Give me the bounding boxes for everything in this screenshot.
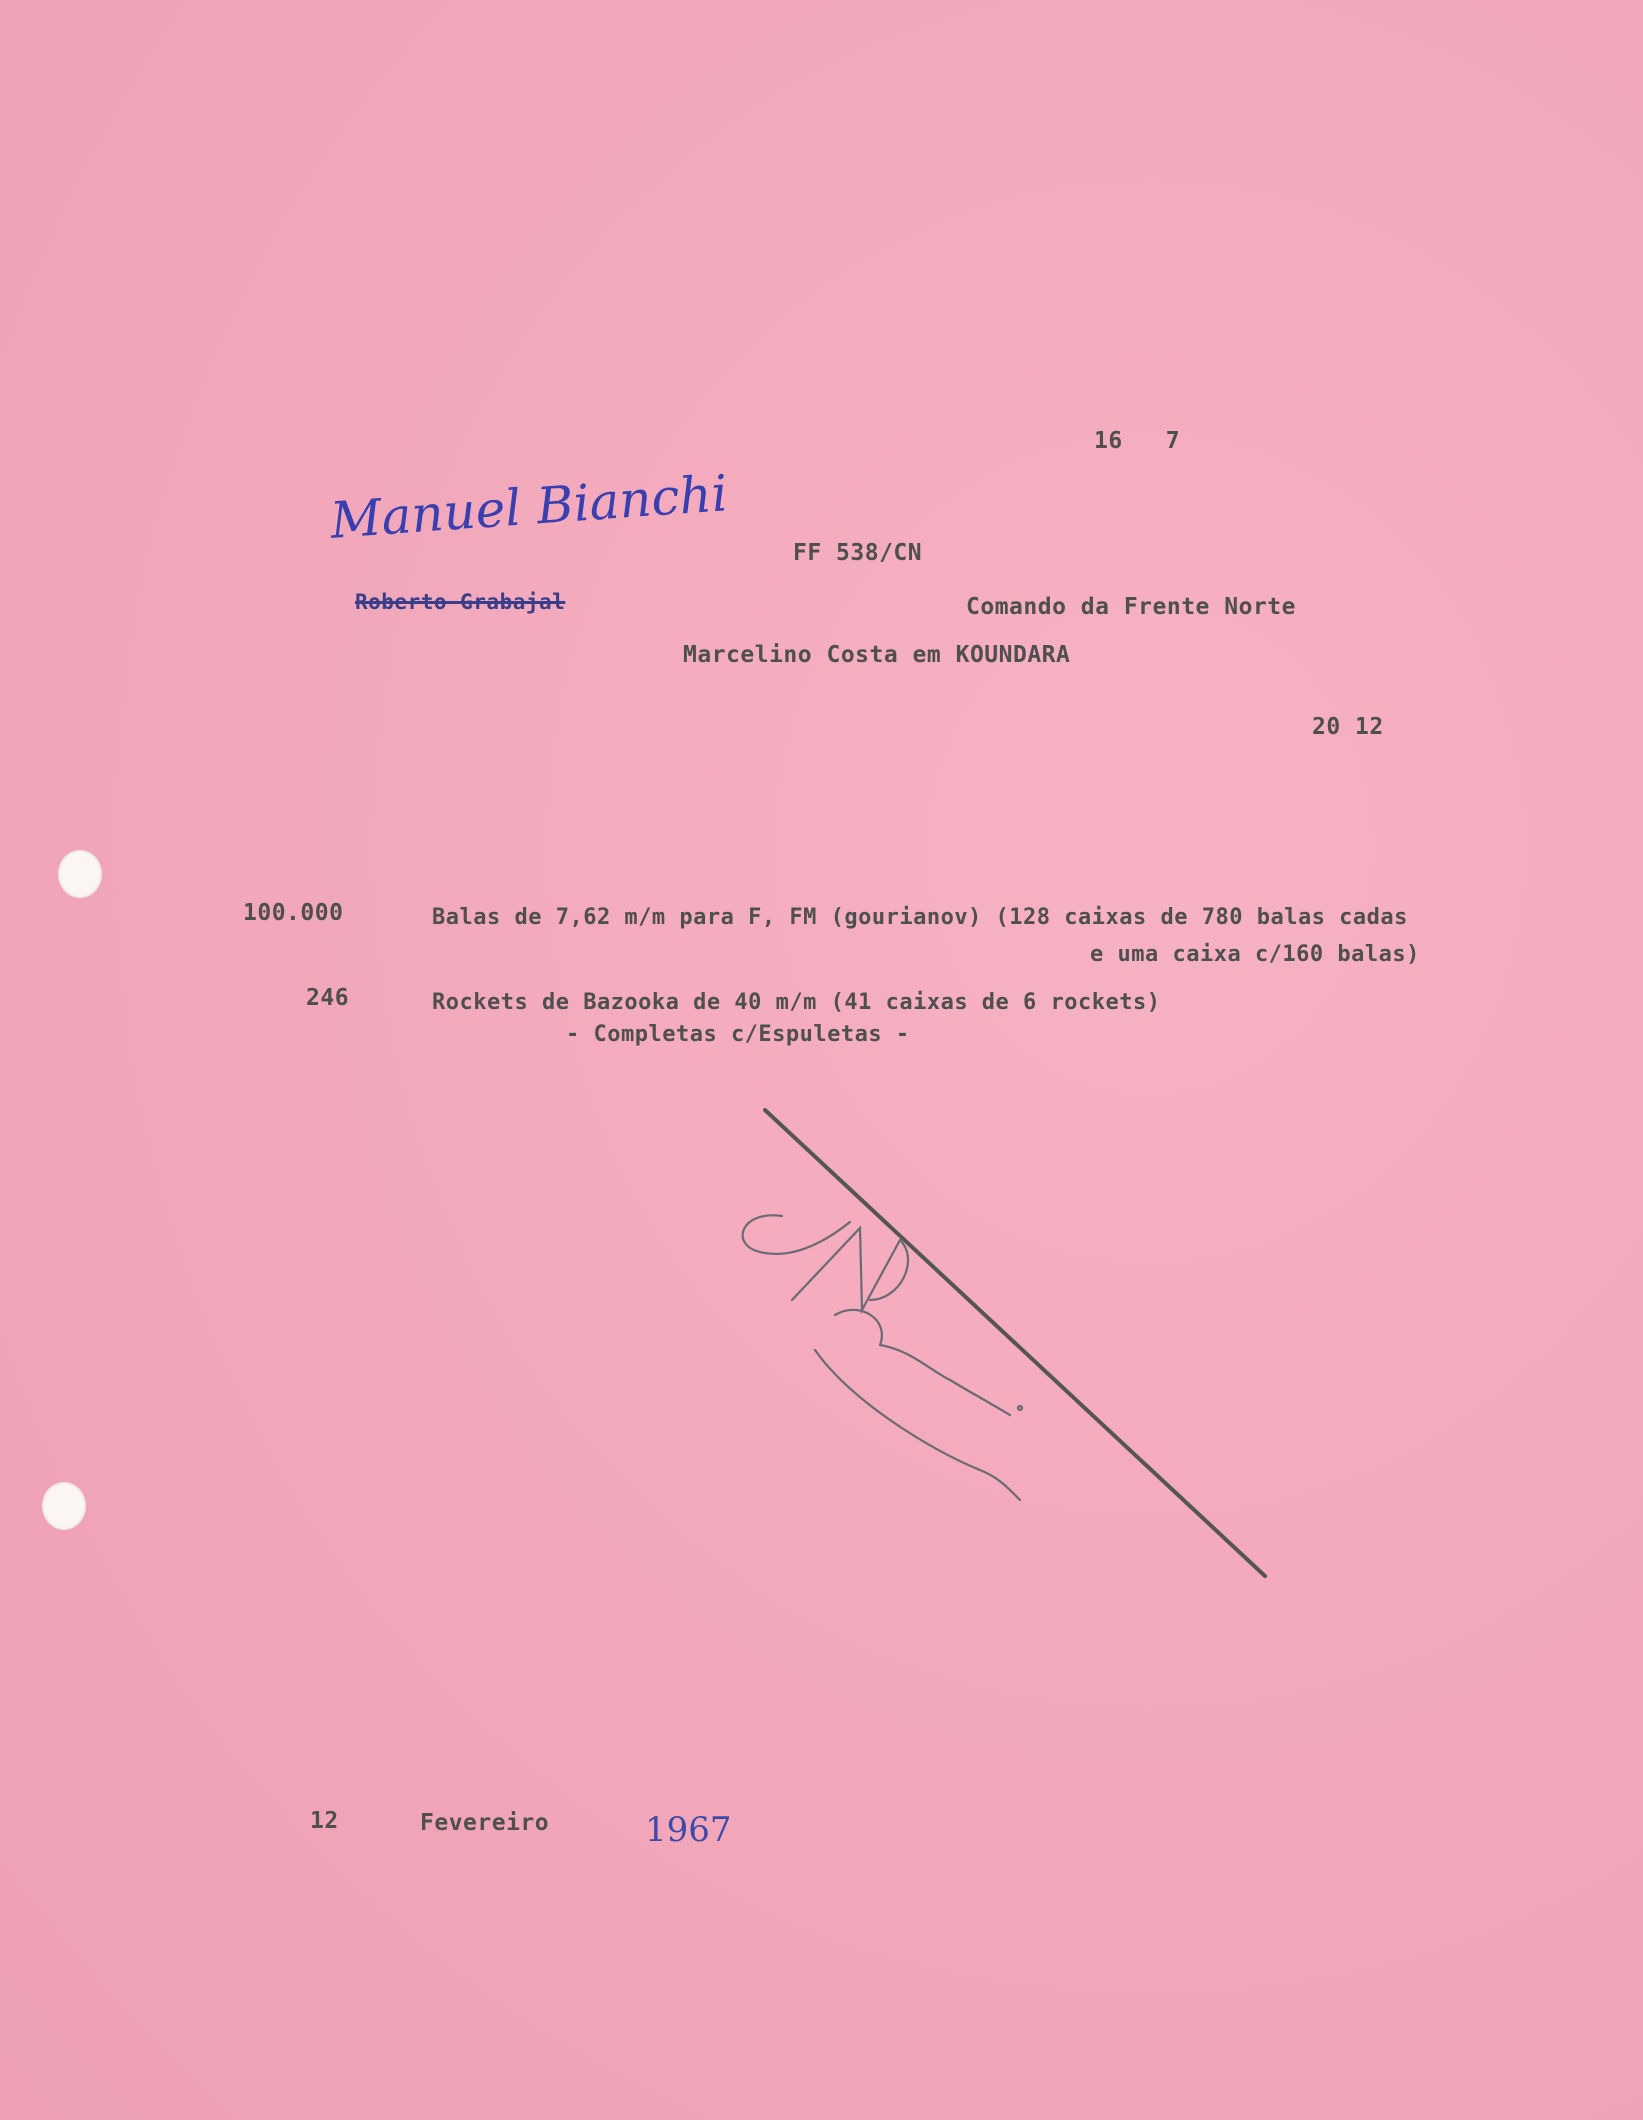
date-code: 20 12 (1312, 714, 1384, 740)
item-description: Rockets de Bazooka de 40 m/m (41 caixas de 6 rockets) (432, 990, 1161, 1015)
item-continuation: - Completas c/Espuletas - (566, 1022, 910, 1047)
item-continuation: e uma caixa c/160 balas) (1090, 942, 1420, 967)
location-line: Marcelino Costa em KOUNDARA (683, 642, 1071, 668)
item-quantity: 246 (306, 985, 350, 1011)
item-description: Balas de 7,62 m/m para F, FM (gourianov) (128 caixas de 780 balas cadas (432, 905, 1408, 930)
footer-month: Fevereiro (420, 1810, 550, 1836)
item-quantity: 100.000 (243, 900, 344, 926)
handwritten-name: Manuel Bianchi (328, 464, 730, 550)
reference-numbers: 16 7 (1094, 428, 1181, 454)
document-code: FF 538/CN (793, 540, 923, 566)
destination: Comando da Frente Norte (966, 594, 1296, 620)
footer-day: 12 (310, 1808, 339, 1834)
struck-name: Roberto Grabajal (355, 590, 566, 614)
footer-year: 1967 (645, 1810, 732, 1850)
